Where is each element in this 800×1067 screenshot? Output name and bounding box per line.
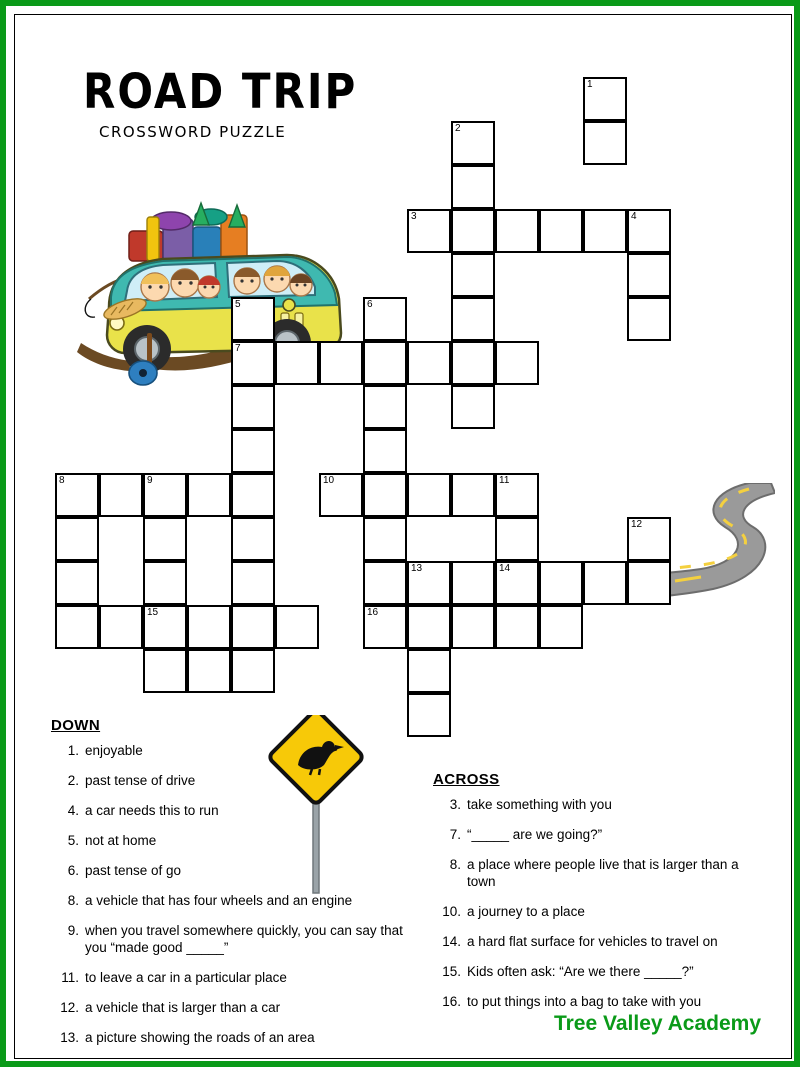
- across-clue-item: [433, 933, 763, 950]
- down-clues-heading: DOWN: [51, 717, 101, 734]
- crossword-cell[interactable]: [451, 165, 495, 209]
- down-clue-number: 13.: [60, 1030, 79, 1045]
- crossword-cell[interactable]: [231, 297, 275, 341]
- down-clue-item: [51, 922, 411, 956]
- across-clue-item: [433, 856, 763, 890]
- down-clue-text: when you travel somewhere quickly, you can say that you “made good _____”: [85, 923, 403, 955]
- crossword-cell[interactable]: [407, 605, 451, 649]
- down-clue-number: 5.: [67, 833, 79, 848]
- across-clue-number: 3.: [449, 797, 461, 812]
- crossword-cell[interactable]: [231, 473, 275, 517]
- crossword-cell-number: 14: [499, 563, 511, 574]
- crossword-cell[interactable]: [99, 605, 143, 649]
- down-clue-text: a vehicle that is larger than a car: [85, 1000, 281, 1015]
- crossword-cell[interactable]: [275, 605, 319, 649]
- down-clue-number: 2.: [67, 773, 79, 788]
- across-clues-heading: ACROSS: [433, 771, 500, 788]
- crossword-cell-number: 8: [59, 475, 65, 486]
- page-title: ROAD TRIP: [83, 63, 358, 120]
- crossword-cell[interactable]: [187, 605, 231, 649]
- crossword-cell[interactable]: [583, 561, 627, 605]
- crossword-cell[interactable]: [363, 473, 407, 517]
- crossword-cell-number: 10: [323, 475, 335, 486]
- crossword-cell[interactable]: [275, 341, 319, 385]
- crossword-cell[interactable]: [583, 121, 627, 165]
- down-clue-text: a car needs this to run: [85, 803, 219, 818]
- crossword-cell[interactable]: [55, 561, 99, 605]
- crossword-cell-number: 3: [411, 211, 417, 222]
- crossword-cell[interactable]: [231, 517, 275, 561]
- crossword-cell[interactable]: [187, 649, 231, 693]
- crossword-cell[interactable]: [627, 517, 671, 561]
- down-clue-item: [51, 999, 411, 1016]
- crossword-cell[interactable]: [627, 253, 671, 297]
- crossword-cell[interactable]: [143, 561, 187, 605]
- across-clue-item: [433, 826, 763, 843]
- down-clue-number: 11.: [61, 970, 79, 985]
- crossword-cell[interactable]: [363, 297, 407, 341]
- across-clue-number: 16.: [442, 994, 461, 1009]
- crossword-cell[interactable]: [143, 473, 187, 517]
- down-clue-text: enjoyable: [85, 743, 143, 758]
- across-clue-text: take something with you: [467, 797, 612, 812]
- down-clue-number: 4.: [67, 803, 79, 818]
- crossword-cell[interactable]: [451, 385, 495, 429]
- crossword-cell-number: 1: [587, 79, 593, 90]
- crossword-cell-number: 12: [631, 519, 643, 530]
- across-clue-text: a journey to a place: [467, 904, 585, 919]
- crossword-cell[interactable]: [363, 517, 407, 561]
- crossword-cell[interactable]: [55, 605, 99, 649]
- crossword-cell[interactable]: [451, 253, 495, 297]
- worksheet-border: [14, 14, 792, 1059]
- crossword-cell[interactable]: [231, 341, 275, 385]
- across-clue-text: “_____ are we going?”: [467, 827, 603, 842]
- down-clue-item: [51, 832, 411, 849]
- across-clues-list: [433, 796, 763, 1010]
- crossword-cell[interactable]: [495, 209, 539, 253]
- crossword-cell[interactable]: [539, 561, 583, 605]
- crossword-cell[interactable]: [319, 473, 363, 517]
- across-clue-number: 14.: [442, 934, 461, 949]
- crossword-cell[interactable]: [495, 517, 539, 561]
- crossword-cell-number: 13: [411, 563, 423, 574]
- crossword-cell[interactable]: [55, 473, 99, 517]
- down-clue-number: 8.: [67, 893, 79, 908]
- across-clue-number: 7.: [449, 827, 461, 842]
- down-clue-item: [51, 969, 411, 986]
- across-clue-item: [433, 963, 763, 980]
- crossword-cell[interactable]: [319, 341, 363, 385]
- crossword-cell[interactable]: [363, 341, 407, 385]
- crossword-cell[interactable]: [55, 517, 99, 561]
- crossword-cell[interactable]: [363, 385, 407, 429]
- across-clue-text: a place where people live that is larger than a town: [467, 857, 739, 889]
- crossword-cell[interactable]: [143, 517, 187, 561]
- crossword-cell[interactable]: [143, 605, 187, 649]
- crossword-cell[interactable]: [363, 605, 407, 649]
- crossword-cell-number: 9: [147, 475, 153, 486]
- across-clue-number: 10.: [442, 904, 461, 919]
- down-clue-text: past tense of drive: [85, 773, 196, 788]
- crossword-cell[interactable]: [407, 473, 451, 517]
- crossword-cell[interactable]: [407, 693, 451, 737]
- down-clue-item: [51, 1029, 411, 1046]
- down-clue-item: [51, 892, 411, 909]
- crossword-cell-number: 6: [367, 299, 373, 310]
- across-clue-text: Kids often ask: “Are we there _____?”: [467, 964, 694, 979]
- across-clue-number: 15.: [442, 964, 461, 979]
- crossword-cell[interactable]: [407, 649, 451, 693]
- down-clue-number: 12.: [60, 1000, 79, 1015]
- crossword-cell[interactable]: [451, 297, 495, 341]
- crossword-cell-number: 2: [455, 123, 461, 134]
- down-clue-number: 9.: [67, 923, 79, 938]
- across-clue-item: [433, 796, 763, 813]
- crossword-cell-number: 15: [147, 607, 159, 618]
- crossword-cell[interactable]: [451, 473, 495, 517]
- crossword-cell[interactable]: [495, 473, 539, 517]
- crossword-cell[interactable]: [407, 341, 451, 385]
- crossword-cell[interactable]: [583, 77, 627, 121]
- crossword-cell[interactable]: [231, 649, 275, 693]
- across-clue-text: a hard flat surface for vehicles to travel on: [467, 934, 718, 949]
- crossword-cell[interactable]: [451, 561, 495, 605]
- crossword-cell-number: 7: [235, 343, 241, 354]
- across-clue-item: [433, 993, 763, 1010]
- crossword-cell[interactable]: [627, 297, 671, 341]
- crossword-cell[interactable]: [539, 605, 583, 649]
- crossword-cell-number: 16: [367, 607, 379, 618]
- crossword-cell[interactable]: [407, 561, 451, 605]
- down-clue-text: to leave a car in a particular place: [85, 970, 287, 985]
- crossword-cell[interactable]: [187, 473, 231, 517]
- crossword-cell[interactable]: [451, 121, 495, 165]
- down-clue-item: [51, 742, 411, 759]
- crossword-cell-number: 4: [631, 211, 637, 222]
- crossword-cell[interactable]: [495, 341, 539, 385]
- crossword-cell[interactable]: [627, 561, 671, 605]
- crossword-cell[interactable]: [539, 209, 583, 253]
- down-clue-item: [51, 862, 411, 879]
- down-clue-item: [51, 802, 411, 819]
- crossword-cell[interactable]: [627, 209, 671, 253]
- across-clue-number: 8.: [449, 857, 461, 872]
- crossword-cell-number: 5: [235, 299, 241, 310]
- crossword-cell-number: 11: [499, 475, 510, 486]
- crossword-cell[interactable]: [495, 561, 539, 605]
- crossword-cell[interactable]: [407, 209, 451, 253]
- page-subtitle: CROSSWORD PUZZLE: [99, 123, 287, 141]
- down-clue-number: 1.: [67, 743, 79, 758]
- brand-footer: Tree Valley Academy: [553, 1012, 761, 1035]
- down-clue-text: a vehicle that has four wheels and an engine: [85, 893, 353, 908]
- down-clues-list: [51, 742, 411, 1046]
- crossword-cell[interactable]: [231, 561, 275, 605]
- down-clue-item: [51, 772, 411, 789]
- crossword-cell[interactable]: [451, 605, 495, 649]
- crossword-cell[interactable]: [451, 341, 495, 385]
- crossword-cell[interactable]: [363, 561, 407, 605]
- across-clue-text: to put things into a bag to take with you: [467, 994, 702, 1009]
- across-clues-block: [433, 771, 763, 1023]
- crossword-cell[interactable]: [583, 209, 627, 253]
- across-clue-item: [433, 903, 763, 920]
- crossword-cell[interactable]: [231, 429, 275, 473]
- crossword-cell[interactable]: [143, 649, 187, 693]
- crossword-cell[interactable]: [231, 605, 275, 649]
- crossword-cell[interactable]: [363, 429, 407, 473]
- crossword-cell[interactable]: [495, 605, 539, 649]
- down-clues-block: [51, 717, 411, 1059]
- down-clue-text: past tense of go: [85, 863, 182, 878]
- crossword-cell[interactable]: [451, 209, 495, 253]
- down-clue-text: a picture showing the roads of an area: [85, 1030, 315, 1045]
- down-clue-number: 6.: [67, 863, 79, 878]
- down-clue-text: not at home: [85, 833, 157, 848]
- crossword-cell[interactable]: [99, 473, 143, 517]
- crossword-cell[interactable]: [231, 385, 275, 429]
